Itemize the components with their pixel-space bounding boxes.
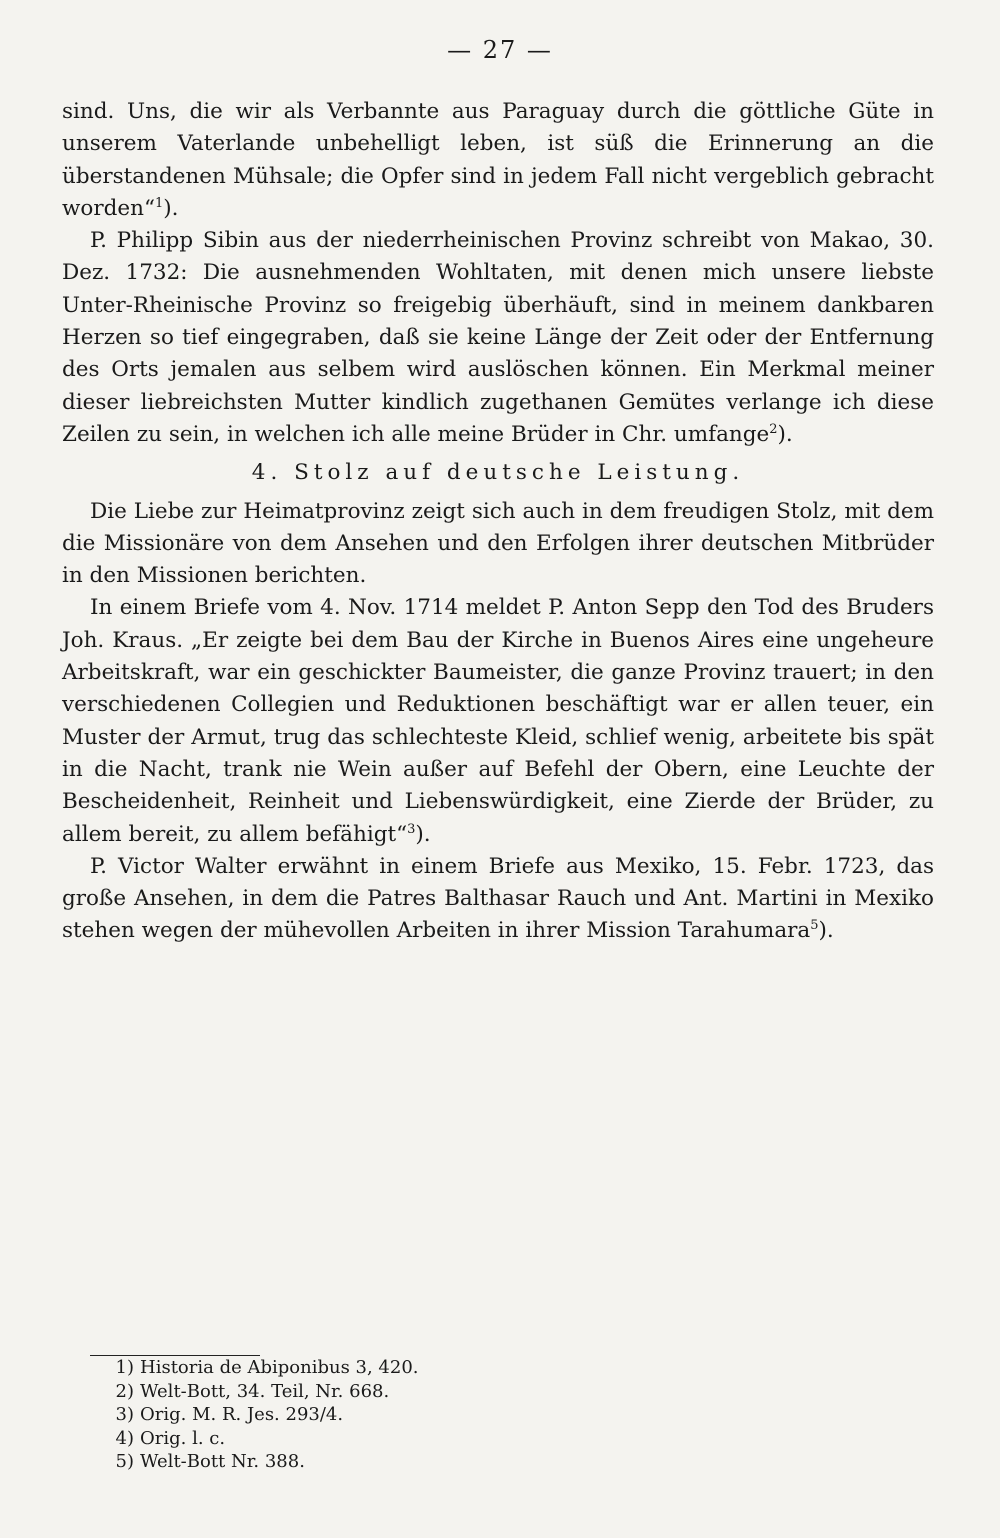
paragraph-tail: ).	[777, 421, 793, 447]
paragraph-walter-zephyris	[62, 851, 934, 948]
footnote-number: 5)	[115, 1451, 134, 1472]
footnote-3	[96, 1403, 696, 1427]
footnote-text: Orig. M. R. Jes. 293/4.	[140, 1404, 344, 1425]
paragraph-text: Die Liebe zur Heimatprovinz zeigt sich auch in dem freudigen Stolz, mit dem die Missionäre von dem Ansehen und den Erfolgen ihrer deutschen Mitbrüder in den Missionen berichten.	[62, 498, 934, 589]
body-text	[62, 96, 934, 948]
footnote-text: Welt-Bott, 34. Teil, Nr. 668.	[140, 1380, 390, 1402]
paragraph-tail: ).	[163, 195, 179, 221]
footnote-number: 4)	[115, 1427, 134, 1449]
footnote-4	[96, 1427, 696, 1451]
paragraph-text: sind. Uns, die wir als Verbannte aus Paraguay durch die göttliche Güte in unserem Vaterlande unbehelligt leben, ist süß die Erinnerung an die überstandenen Mühsale; die Opfer sind in jedem Fall nicht vergeblich gebracht worden“	[62, 99, 934, 221]
footnote-text: Welt-Bott Nr. 388.	[140, 1451, 305, 1472]
footnote-2	[96, 1380, 696, 1404]
paragraph-tail: ).	[415, 821, 431, 847]
paragraph-text: P. Victor Walter erwähnt in einem Briefe aus Mexiko, 15. Febr. 1723, das große Ansehen, in dem die Patres Balthasar Rauch und Ant. Martini in Mexiko stehen wegen der mühevollen Arbeiten in ihrer Mission Tarahumara	[62, 853, 934, 944]
paragraph-tail: ).	[818, 918, 834, 944]
footnotes	[96, 1356, 696, 1474]
paragraph-intro-pride	[62, 496, 934, 593]
footnote-ref: 1	[154, 195, 164, 211]
footnote-1	[96, 1356, 696, 1380]
footnote-number: 2)	[115, 1380, 134, 1402]
paragraph-sepp-letter	[62, 592, 934, 850]
footnote-5	[96, 1450, 696, 1474]
paragraph-sibin-letter	[62, 225, 934, 451]
footnote-number: 1)	[115, 1357, 134, 1378]
section-heading: 4. Stolz auf deutsche Leistung.	[251, 460, 745, 486]
page-number: — 27 —	[447, 36, 553, 64]
paragraph-text: P. Philipp Sibin aus der niederrheinischen Provinz schreibt von Makao, 30. Dez. 1732: Die ausnehmenden Wohltaten, mit denen mich unsere liebste Unter-Rheinische Provinz so freigebig überhäuft, sind in meinem dankbaren Herzen so tief eingegraben, daß sie keine Länge der Zeit oder der Entfernung des Orts jemalen aus selbem wird auslöschen können. Ein Merkmal meiner dieser liebreichsten Mutter kindlich zugethanen Gemütes verlange ich diese Zeilen zu sein, in welchen ich alle meine Brüder in Chr. umfange	[62, 228, 934, 447]
footnote-ref: 2	[769, 421, 778, 437]
footnote-text: Orig. l. c.	[140, 1427, 226, 1449]
paragraph-exile-quote	[62, 96, 934, 225]
footnote-ref: 3	[407, 821, 416, 837]
footnote-number: 3)	[115, 1404, 134, 1425]
paragraph-text: In einem Briefe vom 4. Nov. 1714 meldet P. Anton Sepp den Tod des Bruders Joh. Kraus. „Er zeigte bei dem Bau der Kirche in Buenos Aires eine ungeheure Arbeitskraft, war ein geschickter Baumeister, die ganze Provinz trauert; in den verschiedenen Collegien und Reduktionen beschäftigt war er allen teuer, ein Muster der Armut, trug das schlechteste Kleid, schlief wenig, arbeitete bis spät in die Nacht, trank nie Wein außer auf Befehl der Obern, eine Leuchte der Bescheidenheit, Reinheit und Liebenswürdigkeit, eine Zierde der Brüder, zu allem bereit, zu allem befähigt“	[62, 595, 934, 847]
footnote-ref: 5	[810, 918, 819, 934]
footnote-text: Historia de Abiponibus 3, 420.	[140, 1357, 419, 1378]
